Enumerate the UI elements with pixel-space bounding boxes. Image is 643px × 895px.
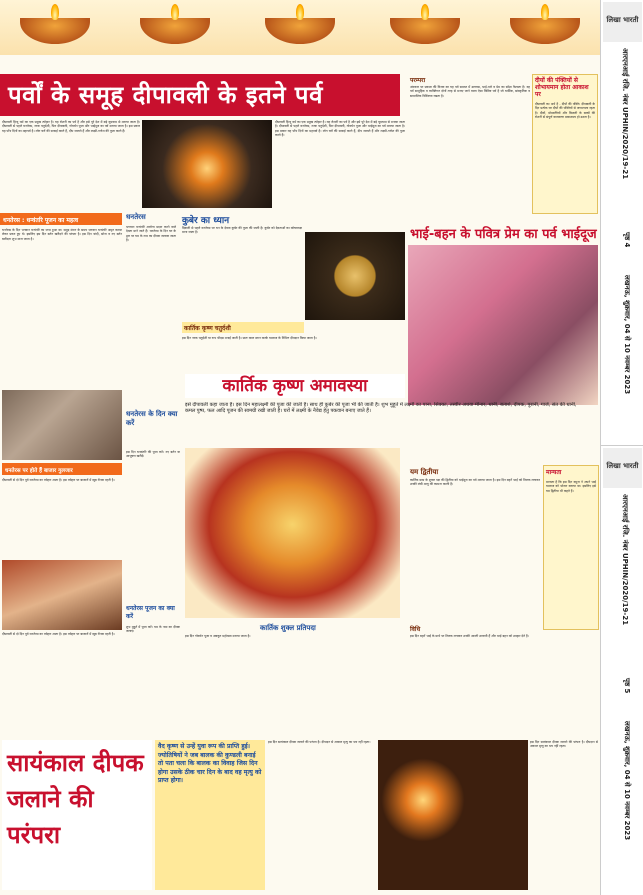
brand-logo-top: लिखा भारती bbox=[603, 2, 642, 42]
amavasya-text: इसे दीपावली कहा जाता है। इस दिन महालक्ष्मी की पूजा की जाती है। साथ ही कुबेर की पूजा भी की जाती है। शुभ मुहूर्त में लक्ष्मी का पाना, सिक्का, तस्वीर अथवा मीनार, धानी, बताशे, दीपक, पुरानी, गाजें, संत की धानी, कमल पुष्प, फल आदि पूजन की सामग्री रखी जाती है। घरों में लक्ष्मी के नैवेद्य हेतु पकवान बनाए जाते हैं। bbox=[185, 402, 577, 415]
manyata-title: मान्यता bbox=[546, 469, 562, 476]
sayankal-highlight: वैद कृष्ण से उन्हें युवा रूप की प्राप्ति हुई। ज्योतिषियों ने जब बालक की कुण्डली बनाई तो पता चला कि बालक का विवाह जिस दिन होगा उसके ठीक चार दिन के बाद वह मृत्यु को प्राप्त होगा। bbox=[155, 740, 265, 890]
bazaar-text: दीपावली से दो दिन पूर्व धनतेरस का त्योहार आता है। इस त्योहार पर बाजारों में खूब रौनक रहती है। bbox=[2, 478, 115, 482]
parampara-title: परम्परा bbox=[410, 77, 426, 84]
bhaidooj-title: भाई-बहन के पवित्र प्रेम का पर्व भाईदूज bbox=[410, 227, 597, 242]
parampara-text: अंधकार पर प्रकाश की विजय का यह पर्व समाज में उल्लास, भाई-चारे व प्रेम का संदेश फैलाता है। यह पर्व सामूहिक व व्यक्तिगत दोनों तरह से मनाए जाने वाला ऐसा विशिष्ट पर्व है जो धार्मिक, सांस्कृतिक व सामाजिक विशिष्टता रखता है। bbox=[410, 85, 530, 98]
lakshmi-image bbox=[185, 448, 400, 618]
diya-icon bbox=[510, 18, 580, 44]
flame-icon bbox=[296, 4, 304, 20]
top-diya-banner bbox=[0, 0, 600, 55]
flame-icon bbox=[171, 4, 179, 20]
masthead-strip-bottom bbox=[600, 445, 643, 895]
masthead-meta-bottom: आरएनआई रजि. नंबर UPHIN/2020/19-21 bbox=[621, 494, 629, 626]
flame-icon bbox=[421, 4, 429, 20]
manyata-text: मान्यता है कि इस दिन यमुना ने अपने भाई यमराज को भोजन कराया था। इसलिए इसे यम द्वितीया भी कहते हैं। bbox=[546, 480, 596, 493]
vidhi-title: विधि bbox=[410, 626, 421, 633]
puja-thali-photo bbox=[305, 232, 405, 320]
bhaidooj-photo bbox=[408, 245, 598, 405]
flame-icon bbox=[51, 4, 59, 20]
page-number-top: पृष्ठ 4 bbox=[623, 232, 631, 248]
diya-icon bbox=[140, 18, 210, 44]
yam-title: यम द्वितीया bbox=[410, 468, 439, 476]
sayankal-title: सायंकाल दीपक जलाने की परंपरा bbox=[2, 740, 152, 890]
lead-text-left: दीपावली हिन्दू धर्म का एक प्रमुख त्योहार है। यह रोशनी का पर्व है और इसे पूरे देश में बड़े धूमधाम से मनाया जाता है। दीपावली से पहले धनतेरस, नरक चतुर्दशी, फिर दीपावली, गोवर्धन पूजा और भाईदूज का पर्व मनाया जाता है। इस प्रकार यह पाँच दिनों का महापर्व है। लोग घरों की सफाई करते हैं, दीप जलाते हैं और लक्ष्मी-गणेश की पूजा करते हैं। bbox=[2, 120, 140, 133]
diya-icon bbox=[265, 18, 335, 44]
dhanteras-history-text: धनतेरस के दिन भगवान धन्वंतरि का जन्म हुआ था। समुद्र मंथन के समय भगवान धन्वंतरि अमृत कलश लेकर प्रकट हुए थे। इसलिए इस दिन बर्तन खरीदने की परंपरा है। इस दिन चांदी, सोना व नए बर्तन खरीदना शुभ माना जाता है। bbox=[2, 228, 122, 241]
dhanteras-crowd-photo bbox=[2, 390, 122, 460]
diya-icon bbox=[390, 18, 460, 44]
masthead-strip-top bbox=[600, 0, 643, 445]
manyata-box bbox=[543, 465, 599, 630]
page-number-bottom: पृष्ठ 5 bbox=[623, 678, 631, 694]
narak-text: इस दिन नरक चतुर्दशी या रूप चौदस मनाई जाती है। प्रातः काल स्नान करके यमराज के निमित्त दीपदान किया जाता है। bbox=[182, 336, 317, 340]
bazaar-text-2: दीपावली से दो दिन पूर्व धनतेरस का त्योहार आता है। इस त्योहार पर बाजारों में खूब रौनक रहती है। bbox=[2, 632, 115, 636]
yam-text: कार्तिक मास के शुक्ल पक्ष की द्वितीया को भाईदूज का पर्व मनाया जाता है। इस दिन बहनें भाई को तिलक लगाकर उनकी लंबी आयु की कामना करती हैं। bbox=[410, 478, 540, 487]
shukla-title: कार्तिक शुक्ल प्रतिपदा bbox=[260, 624, 316, 632]
sayankal-text-2: इस दिन सायंकाल दीपक जलाने की परंपरा है। दीपदान से अकाल मृत्यु का भय नहीं रहता। bbox=[530, 740, 598, 749]
dhanteras-col-title: धनतेरस bbox=[126, 213, 146, 221]
deep-box bbox=[532, 74, 598, 214]
kuber-title: कुबेर का ध्यान bbox=[182, 216, 230, 226]
deep-box-title: दीयों की पंक्तियों से शोभायमान होता आकाश पर bbox=[535, 77, 589, 98]
dhanteras-history-title: धनतेरस : धन्वंतरि पूजन का महत्व bbox=[0, 213, 122, 225]
sayankal-text: इस दिन सायंकाल दीपक जलाने की परंपरा है। दीपदान से अकाल मृत्यु का भय नहीं रहता। bbox=[268, 740, 371, 744]
dhanteras-pujan-text: शुभ मुहूर्त में पूजा करें। यम के नाम का दीपक जलाएं। bbox=[126, 625, 180, 634]
diyas-photo bbox=[378, 740, 528, 890]
brand-logo-bottom: लिखा भारती bbox=[603, 448, 642, 488]
fireworks-photo bbox=[142, 120, 272, 208]
lead-text-right: दीपावली हिन्दू धर्म का एक प्रमुख त्योहार है। यह रोशनी का पर्व है और इसे पूरे देश में बड़े धूमधाम से मनाया जाता है। दीपावली से पहले धनतेरस, नरक चतुर्दशी, फिर दीपावली, गोवर्धन पूजा और भाईदूज का पर्व मनाया जाता है। इस प्रकार यह पाँच दिनों का महापर्व है। लोग घरों की सफाई करते हैं, दीप जलाते हैं और लक्ष्मी-गणेश की पूजा करते हैं। bbox=[275, 120, 405, 137]
shukla-text: इस दिन गोवर्धन पूजा व अन्नकूट महोत्सव मनाया जाता है। bbox=[185, 634, 251, 638]
flame-icon bbox=[541, 4, 549, 20]
deep-box-text: दीपावली का अर्थ है - दीपों की पंक्ति। दीपावली के दिन प्रत्येक घर दीपों की पंक्तियों से जगमगाता रहता है। दीयों, मोमबत्तियों और बिजली के बल्बों की रोशनी से संपूर्ण वातावरण प्रकाशमय हो उठता है। bbox=[535, 102, 595, 119]
amavasya-title: कार्तिक कृष्ण अमावस्या bbox=[185, 374, 405, 398]
masthead-meta-top: आरएनआई रजि. नंबर UPHIN/2020/19-21 bbox=[621, 48, 629, 180]
masthead-date-bottom: लखनऊ, शुक्रवार, 04 से 10 नवम्बर 2023 bbox=[623, 721, 631, 841]
dhanteras-col-text: भगवान धन्वंतरि आरोग्य प्रदान करने वाले देवता माने जाते हैं। धनतेरस के दिन घर के द्वार पर यम के नाम का दीपक जलाया जाता है। bbox=[126, 225, 176, 242]
dhanteras-din-title: धनतेरस के दिन क्या करें bbox=[126, 410, 178, 427]
dhanteras-pujan-title: धनतेरस पूजन का क्या करें bbox=[126, 605, 175, 620]
dhanteras-din-text: इस दिन धनवंतरि की पूजा करें। नए बर्तन या आभूषण खरीदें। bbox=[126, 450, 180, 459]
diya-icon bbox=[20, 18, 90, 44]
kuber-text: दिवाली से पहले धनतेरस पर धन के देवता कुबेर की पूजा की जाती है। कुबेर को देवताओं का कोषाध्यक्ष माना जाता है। bbox=[182, 226, 302, 235]
page-headline: पर्वों के समूह दीपावली के इतने पर्व bbox=[0, 74, 400, 116]
masthead-date-top: लखनऊ, शुक्रवार, 04 से 10 नवम्बर 2023 bbox=[623, 275, 631, 395]
vidhi-text: इस दिन बहनें भाई के माथे पर तिलक लगाकर उनकी आरती उतारती हैं और भाई बहन को उपहार देते हैं। bbox=[410, 634, 529, 638]
bazaar-photo bbox=[2, 560, 122, 630]
bazaar-title: धनतेरस पर होते हैं बाजार गुलजार bbox=[2, 463, 122, 475]
narak-title: कार्तिक कृष्ण चतुर्दशी bbox=[182, 322, 304, 333]
